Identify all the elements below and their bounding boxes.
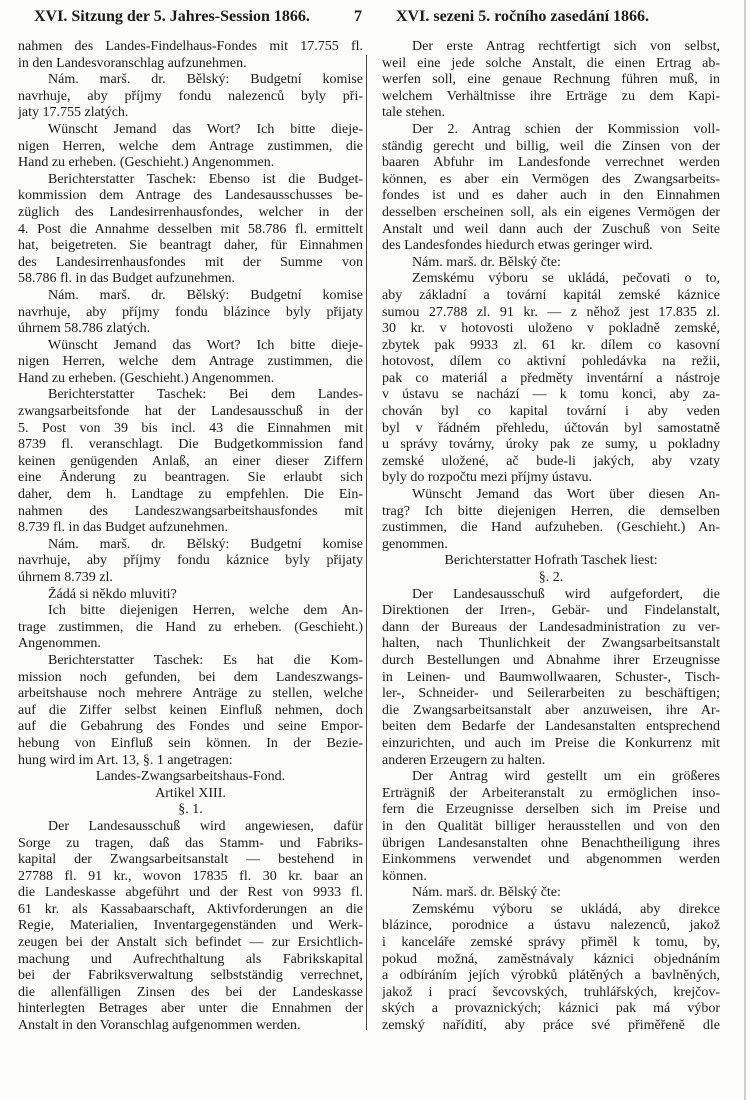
text-line: navrhuje, aby příjmy fondu káznice byly přijaty — [18, 553, 363, 569]
text-line: ständig gerecht und billig, weil die Zinsen von der — [382, 138, 720, 154]
text-line: navrhuje, aby příjmy fondu blázince byly přijaty — [18, 304, 363, 320]
text-line: Žádá si někdo mluviti? — [48, 586, 177, 602]
text-line: Zemskému výboru se ukládá, pečovati o to, — [412, 271, 720, 287]
paragraph — [18, 122, 363, 172]
text-line: nigen Herren, welche dem Antrage zustimmen, die — [18, 354, 363, 370]
text-line: bei der Fabriksverwaltung selbstständig verrechnet, — [18, 968, 363, 984]
text-line: Nám. marš. dr. Bělský: Budgetní komise — [48, 287, 363, 303]
text-line: in den Qualität billiger herausstellen und von den — [382, 818, 720, 834]
text-line: durch Bestellungen und Abnahme ihrer Erzeugnisse — [382, 652, 720, 668]
text-line: i kanceláře zemské správy přiměl k tomu, by, — [382, 935, 720, 951]
text-line: Nám. marš. dr. Bělský čte: — [412, 885, 561, 901]
paragraph — [382, 487, 720, 553]
text-line: auf die Ziffer selbst keinen Einfluß nehmen, doch — [18, 702, 363, 718]
paragraph — [18, 288, 363, 338]
text-line: 8739 fl. veranschlagt. Die Budgetkommission fand — [18, 437, 363, 453]
text-line: arbeitshause noch mehrere Anträge zu stellen, welche — [18, 686, 363, 702]
text-line: navrhuje, aby příjmy fondu nalezenců byly při- — [18, 88, 363, 104]
text-line: Der Antrag wird gestellt um ein größeres — [412, 769, 720, 785]
text-line: Berichterstatter Taschek: Bei dem Landes- — [48, 387, 363, 403]
paragraph — [382, 122, 720, 255]
text-line: 61 kr. als Kassabaarschaft, Aktivforderungen an die — [18, 901, 363, 917]
text-line: zbytek pak 9933 zl. 61 kr. dílem co kasovní — [382, 337, 720, 353]
text-line: Erträgniß der Arbeiteranstalt zu ermöglichen inso- — [382, 785, 720, 801]
text-line: sumou 27.788 zl. 91 kr. — z něhož jest 17.835 zl. — [382, 304, 720, 320]
text-line: daher, dem h. Landtage zu empfehlen. Die Ein- — [18, 487, 363, 503]
paragraph — [382, 271, 720, 487]
text-line: Hand zu erheben. (Geschieht.) Angenommen. — [18, 370, 275, 386]
text-line: 5. Post von 39 bis incl. 43 die Einnahmen mit — [18, 420, 363, 436]
paragraph — [382, 570, 720, 587]
text-line: Ich bitte diejenigen Herren, welche dem An- — [48, 603, 363, 619]
paragraph — [382, 769, 720, 885]
text-line: halten, nach Thunlichkeit der Zwangsarbeitsanstalt — [382, 636, 720, 652]
paragraph — [18, 802, 363, 819]
paragraph — [18, 587, 363, 604]
paragraph — [18, 769, 363, 786]
text-line: jaty 17.755 zlatých. — [18, 105, 129, 121]
paragraph — [382, 902, 720, 1035]
text-line: 58.786 fl. in das Budget aufzunehmen. — [18, 271, 235, 287]
text-line: übrigen Landesanstalten ohne Benachtheiligung ihres — [382, 835, 720, 851]
text-line: des Landesirrenhausfondes mit der Summe von — [18, 254, 363, 270]
text-line: hat, beigetreten. Sie beantragt daher, für Einnahmen — [18, 238, 363, 254]
text-line: nahmen des Landeszwangsarbeitshausfondes mit — [18, 503, 363, 519]
text-line: eine Änderung zu beantragen. Sie erlaubt sich — [18, 470, 363, 486]
text-line: aby základní a tovární kapitál zemské káznice — [382, 287, 720, 303]
text-line: zeugen bei der Anstalt sich befindet — zur Ersichtlich- — [18, 935, 363, 951]
text-line: pak co materiál a předměty inventární a nástroje — [382, 370, 720, 386]
text-line: anderen Erzeugern zu halten. — [382, 752, 546, 768]
text-line: úhrnem 58.786 zlatých. — [18, 321, 151, 337]
text-line: Artikel XIII. — [155, 785, 226, 801]
text-line: hinterlegten Betrages aber unter die Ennahmen der — [18, 1001, 363, 1017]
text-line: Landes-Zwangsarbeitshaus-Fond. — [95, 769, 286, 785]
text-line: einzurichten, und auch im Preise die Konkurrenz mit — [382, 735, 720, 751]
text-line: desselben erscheinen soll, als ein eigenes Vermögen der — [382, 204, 720, 220]
text-line: die allenfälligen Zinsen des bei der Landeskasse — [18, 984, 363, 1000]
text-line: welchem Verhältnisse ihre Erträge zu dem Kapi- — [382, 88, 720, 104]
text-line: blázince, porodnice a ústavu nalezenců, jakož — [382, 918, 720, 934]
text-line: Wünscht Jemand das Wort? Ich bitte dieje- — [48, 337, 363, 353]
text-line: chován byl co kapital tovární i aby veden — [382, 404, 720, 420]
text-line: Anstalt und weil dann auch der Zuschuß von Seite — [382, 221, 720, 237]
text-line: hung wird im Art. 13, §. 1 angetragen: — [18, 752, 233, 768]
text-line: Anstalt in den Voranschlag aufgenommen werden. — [18, 1018, 301, 1034]
text-line: können. — [382, 868, 427, 884]
text-line: werfen soll, eine genaue Rechnung führen muß, in — [382, 72, 720, 88]
text-line: Wünscht Jemand das Wort über diesen An- — [412, 487, 720, 503]
text-line: des Landesfondes hiedurch etwas geringer wird. — [382, 238, 653, 254]
text-line: v ústavu se nachází — k tomu konci, aby za- — [382, 387, 720, 403]
text-line: Sorge zu tragen, daß das Stamm- und Fabriks- — [18, 835, 363, 851]
text-line: genommen. — [382, 536, 448, 552]
text-line: nigen Herren, welche dem Antrage zustimmen, die — [18, 138, 363, 154]
text-line: pokud možná, zaměstnávaly káznici objednáním — [382, 951, 720, 967]
text-line: jakož i prací ševcovských, truhlářských, krejčov- — [382, 984, 720, 1000]
text-line: können, es aber ein Vermögen des Zwangsarbeits- — [382, 171, 720, 187]
text-line: §. 1. — [178, 802, 203, 818]
header-czech-title: XVI. sezeni 5. ročního zasedání 1866. — [396, 8, 650, 25]
text-line: Wünscht Jemand das Wort? Ich bitte dieje- — [48, 121, 363, 137]
text-line: beiten dem Bedarfe der Landesanstalten entsprechend — [382, 719, 720, 735]
page-edge — [744, 0, 746, 1100]
text-line: §. 2. — [538, 570, 564, 585]
text-line: fondes ist und es daher auch in den Einnahmen — [382, 188, 720, 204]
paragraph — [18, 537, 363, 587]
text-line: zwangsarbeitsfonde hat der Landesausschuß in der — [18, 404, 363, 420]
paragraph — [18, 72, 363, 122]
text-line: in den Landesvoranschlag aufzunehmen. — [18, 55, 247, 71]
text-line: zemský nařídití, aby práce své přiměřeně dle — [382, 1018, 720, 1034]
text-line: úhrnem 8.739 zl. — [18, 570, 113, 585]
text-line: Angenommen. — [18, 636, 101, 652]
text-line: Der Landesausschuß wird aufgefordert, die — [412, 586, 720, 602]
text-line: Regie, Materialien, Inventargegenständen und Werk- — [18, 918, 363, 934]
text-line: Einkommens verwendet und abgenommen werden — [382, 852, 720, 868]
text-line: a odbíráním jejích výrobků plátěných a bavlněných, — [382, 968, 720, 984]
text-line: auf die Gebahrung des Fondes und seine Empor- — [18, 719, 363, 735]
paragraph — [18, 172, 363, 288]
left-column — [18, 39, 363, 1035]
text-line: nahmen des Landes-Findelhaus-Fondes mit 17.755 fl. — [18, 39, 363, 54]
text-line: trag? Ich bitte diejenigen Herren, die demselben — [382, 503, 720, 519]
text-line: 4. Post die Annahme desselben mit 58.786 fl. ermittelt — [18, 221, 363, 237]
paragraph — [382, 553, 720, 570]
text-line: Zemskému výboru se ukládá, aby direkce — [412, 901, 720, 917]
paragraph — [18, 653, 363, 769]
text-line: Direktionen der Irren-, Gebär- und Findelanstalt, — [382, 603, 720, 619]
paragraph — [382, 587, 720, 770]
text-line: zustimmen, die Hand aufzuheben. (Geschieht.) An- — [382, 520, 720, 536]
text-line: weil eine jede solche Anstalt, die einen Ertrag ab- — [382, 55, 720, 71]
paragraph — [382, 39, 720, 122]
paragraph — [18, 819, 363, 1035]
text-line: in Leinen- und Baumwollwaaren, Schuster-, Tisch- — [382, 669, 720, 685]
text-line: mission noch gefunden, bei dem Landeszwangs- — [18, 669, 363, 685]
text-line: machung und Aufrechthaltung als Fabrikskapital — [18, 951, 363, 967]
text-line: ských a provaznických; káznici pak má výbor — [382, 1001, 720, 1017]
header-german-title: XVI. Sitzung der 5. Jahres-Session 1866. — [34, 8, 310, 25]
text-line: Hand zu erheben. (Geschieht.) Angenommen. — [18, 155, 275, 171]
text-line: trage zustimmen, die Hand zu erheben. (Geschieht.) — [18, 619, 363, 635]
text-line: 8.739 fl. in das Budget aufzunehmen. — [18, 520, 228, 536]
text-line: u správy továrny, úroky pak ze sumy, u pokladny — [382, 437, 720, 453]
text-line: die Landeskasse abgeführt und der Rest von 9933 fl. — [18, 885, 363, 901]
text-line: Berichterstatter Taschek: Ebenso ist die Budget- — [48, 171, 363, 187]
text-line: keinen genügenden Anlaß, an einer dieser Ziffern — [18, 453, 363, 469]
text-line: fern die Erzeugnisse derselben sich im Preise und — [382, 802, 720, 818]
paragraph — [382, 255, 720, 272]
text-line: Nám. marš. dr. Bělský: Budgetní komise — [48, 536, 363, 552]
paragraph — [18, 338, 363, 388]
page-number: 7 — [354, 8, 362, 25]
text-line: die Zwangsarbeitsanstalt aber anzuweisen, ihre Ar- — [382, 702, 720, 718]
text-line: züglich des Landesirrenhausfondes, welcher in der — [18, 204, 363, 220]
text-line: Der erste Antrag rechtfertigt sich von selbst, — [412, 39, 720, 54]
text-line: dann der Bureaus der Landesadministration zu ver- — [382, 619, 720, 635]
text-line: kommission dem Antrage des Landesausschusses be- — [18, 188, 363, 204]
paragraph — [18, 387, 363, 536]
text-line: kapital der Zwangsarbeitsanstalt — bestehend in — [18, 852, 363, 868]
text-line: Berichterstatter Hofrath Taschek liest: — [444, 553, 658, 569]
text-line: Der Landesausschuß wird angewiesen, dafür — [48, 818, 363, 834]
paragraph — [18, 786, 363, 803]
text-line: 30 kr. v hotovosti uloženo v pokladně zemské, — [382, 321, 720, 337]
text-line: hebung von Einfluß sein können. In der Bezie- — [18, 735, 363, 751]
text-line: Berichterstatter Taschek: Es hat die Kom- — [48, 652, 363, 668]
text-line: zemské uložené, ač bude-li jakých, aby vzaty — [382, 453, 720, 469]
text-line: byly do rozpočtu mezi příjmy ústavu. — [382, 470, 592, 486]
text-line: baaren Abfuhr im Landesfonde verrechnet werden — [382, 155, 720, 171]
text-line: ler-, Schneider- und Seilerarbeiten zu beschäftigen; — [382, 686, 720, 702]
right-column — [382, 39, 720, 1035]
text-line: 27788 fl. 91 kr., wovon 17835 fl. 30 kr. baar an — [18, 868, 363, 884]
text-line: hotovost, dílem co aktivní pohledávka na režii, — [382, 354, 720, 370]
text-line: byl v řádném přehledu, účtován byl samostatně — [382, 420, 720, 436]
column-divider — [366, 55, 367, 1030]
text-line: tale stehen. — [382, 105, 445, 121]
text-line: Nám. marš. dr. Bělský čte: — [412, 254, 561, 270]
paragraph — [18, 39, 363, 72]
text-line: Der 2. Antrag schien der Kommission voll- — [412, 121, 720, 137]
paragraph — [382, 885, 720, 902]
paragraph — [18, 603, 363, 653]
text-line: Nám. marš. dr. Bělský: Budgetní komise — [48, 72, 363, 88]
